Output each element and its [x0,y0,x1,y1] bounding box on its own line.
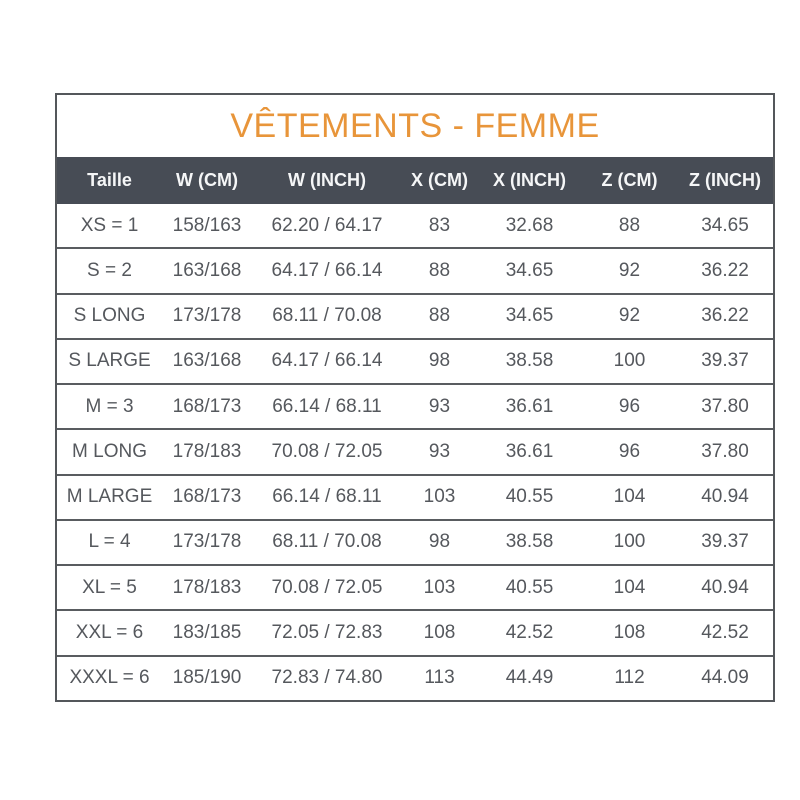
table-row [57,474,773,519]
measurement-cell: 92 [618,305,641,327]
column-header: Z (INCH) [689,170,761,190]
measurement-cell: 112 [614,667,645,689]
measurement-cell: 98 [428,531,451,553]
size-label-cell: XL = 5 [82,576,137,598]
measurement-cell: 39.37 [701,350,749,372]
measurement-cell: 72.83 / 74.80 [271,667,383,689]
size-label-cell: S = 2 [87,259,132,281]
measurement-cell: 40.55 [505,486,554,508]
size-label-cell: L = 4 [88,531,131,553]
measurement-cell: 168/173 [172,395,242,417]
measurement-cell: 108 [423,622,456,644]
measurement-cell: 113 [424,667,455,689]
table-row [57,383,773,428]
measurement-cell: 183/185 [172,622,242,644]
column-header: X (CM) [411,170,468,190]
column-header: Z (CM) [601,170,658,190]
measurement-cell: 34.65 [701,214,749,236]
measurement-cell: 36.22 [701,259,749,281]
size-label-cell: M LARGE [66,486,153,508]
size-label-cell: M LONG [72,440,147,462]
table-row [57,338,773,383]
table-row [57,519,773,564]
measurement-cell: 93 [428,395,451,417]
table-row [57,247,773,292]
table-body [57,204,773,700]
measurement-cell: 36.61 [505,440,554,462]
measurement-cell: 93 [428,440,451,462]
measurement-cell: 104 [613,576,646,598]
measurement-cell: 98 [428,350,451,372]
table-row [57,428,773,473]
measurement-cell: 32.68 [505,214,554,236]
table-row [57,293,773,338]
measurement-cell: 96 [618,440,641,462]
measurement-cell: 37.80 [701,440,749,462]
measurement-cell: 40.55 [505,576,554,598]
measurement-cell: 185/190 [172,667,242,689]
measurement-cell: 72.05 / 72.83 [271,622,383,644]
measurement-cell: 70.08 / 72.05 [271,576,383,598]
measurement-cell: 42.52 [505,622,554,644]
measurement-cell: 96 [618,395,641,417]
measurement-cell: 38.58 [505,350,554,372]
measurement-cell: 108 [613,622,646,644]
measurement-cell: 88 [428,305,451,327]
size-label-cell: S LONG [73,305,146,327]
measurement-cell: 40.94 [701,576,749,598]
measurement-cell: 34.65 [505,305,554,327]
measurement-cell: 103 [423,576,456,598]
measurement-cell: 83 [428,214,451,236]
page-title: VÊTEMENTS - FEMME [230,106,600,145]
measurement-cell: 64.17 / 66.14 [271,350,383,372]
column-header: W (CM) [176,170,238,190]
measurement-cell: 68.11 / 70.08 [272,305,382,327]
column-header: W (INCH) [288,170,366,190]
measurement-cell: 66.14 / 68.11 [272,486,382,508]
measurement-cell: 40.94 [701,486,749,508]
measurement-cell: 173/178 [172,305,242,327]
measurement-cell: 36.22 [701,305,749,327]
measurement-cell: 70.08 / 72.05 [271,440,383,462]
measurement-cell: 104 [613,486,646,508]
measurement-cell: 36.61 [505,395,554,417]
measurement-cell: 44.49 [505,667,554,689]
column-header: Taille [87,170,132,190]
measurement-cell: 42.52 [701,622,749,644]
size-label-cell: XXXL = 6 [69,667,150,689]
size-label-cell: XXL = 6 [75,622,144,644]
measurement-cell: 34.65 [505,259,554,281]
measurement-cell: 38.58 [505,531,554,553]
measurement-cell: 92 [618,259,641,281]
measurement-cell: 39.37 [701,531,749,553]
table-row [57,609,773,654]
measurement-cell: 100 [613,531,646,553]
measurement-cell: 103 [423,486,456,508]
size-chart-table [55,93,775,702]
table-header-row [57,157,773,204]
measurement-cell: 178/183 [172,576,242,598]
measurement-cell: 173/178 [172,531,242,553]
measurement-cell: 64.17 / 66.14 [271,259,383,281]
measurement-cell: 100 [613,350,646,372]
table-row [57,204,773,247]
measurement-cell: 62.20 / 64.17 [271,214,383,236]
table-row [57,655,773,700]
measurement-cell: 163/168 [172,350,242,372]
size-label-cell: S LARGE [68,350,151,372]
measurement-cell: 163/168 [172,259,242,281]
measurement-cell: 66.14 / 68.11 [272,395,382,417]
measurement-cell: 44.09 [701,667,749,689]
size-label-cell: XS = 1 [80,214,139,236]
measurement-cell: 68.11 / 70.08 [272,531,382,553]
table-row [57,564,773,609]
measurement-cell: 158/163 [172,214,242,236]
table-title-bar [57,95,773,157]
measurement-cell: 178/183 [172,440,242,462]
measurement-cell: 37.80 [701,395,749,417]
measurement-cell: 168/173 [172,486,242,508]
measurement-cell: 88 [428,259,451,281]
measurement-cell: 88 [618,214,641,236]
column-header: X (INCH) [493,170,566,190]
size-label-cell: M = 3 [85,395,134,417]
